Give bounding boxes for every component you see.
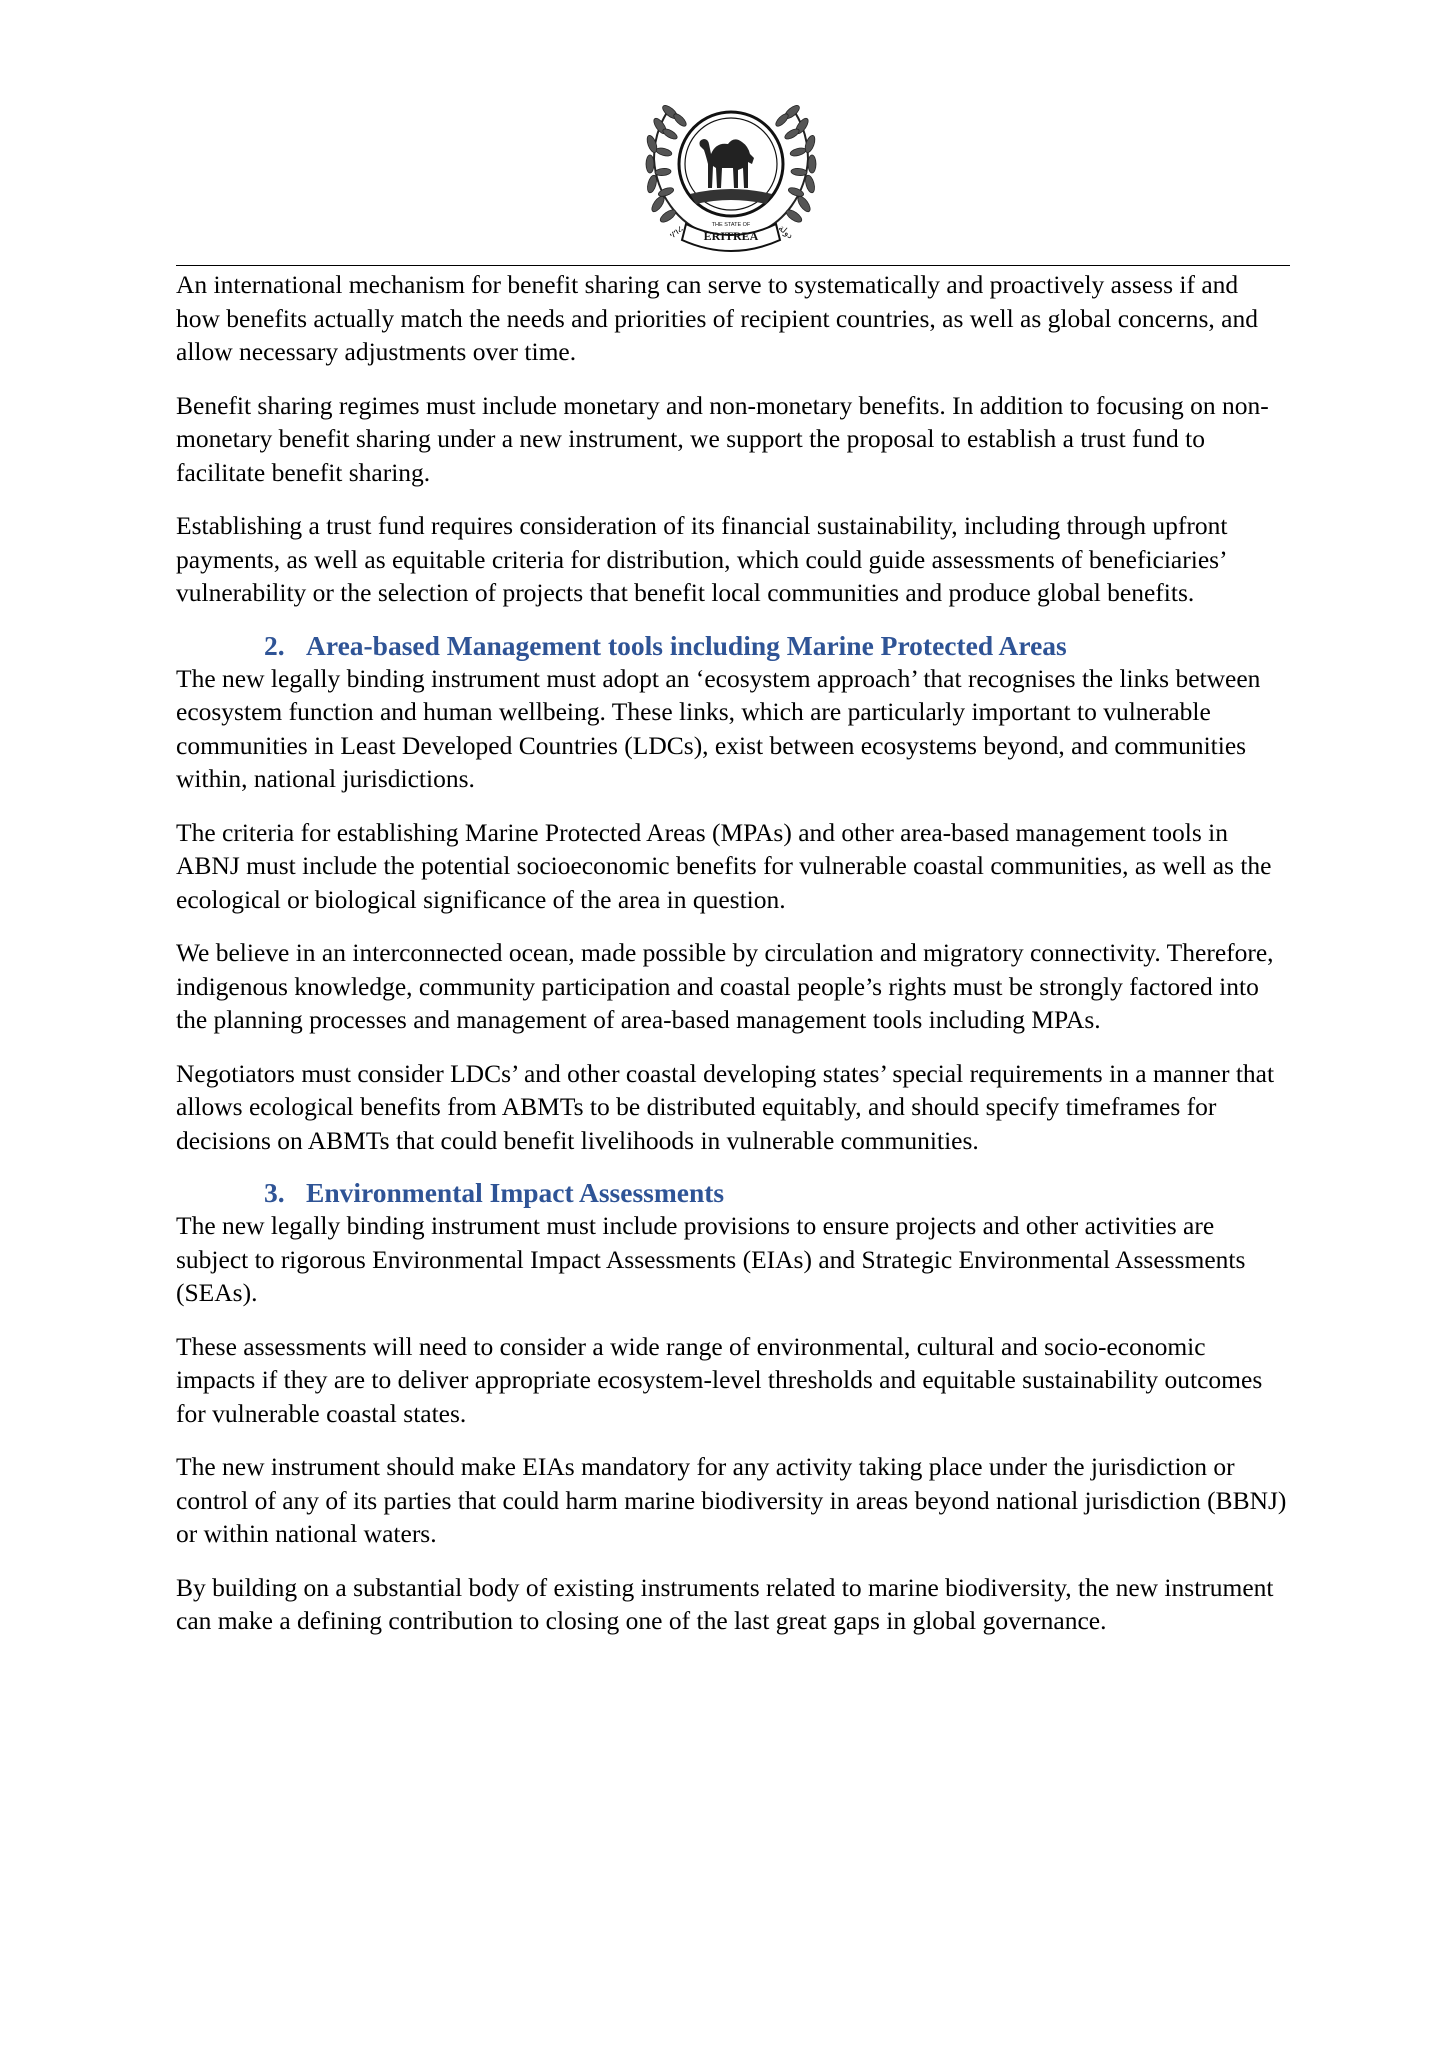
emblem-top-text: THE STATE OF xyxy=(711,222,751,228)
emblem-left-script: ሃገረ xyxy=(668,224,686,241)
paragraph: These assessments will need to consider a wide range of environmental, cultural and socio-economic impacts if they are to deliver appropriate ecosystem-level thresholds and equitable sustainability outcomes for vulnerable coastal states. xyxy=(176,1331,1263,1428)
paragraph: An international mechanism for benefit sharing can serve to systematically and proactively assess if and how benefits actually match the needs and priorities of recipient countries, as well as global concerns, and allow necessary adjustments over time. xyxy=(176,270,1258,366)
paragraph: The criteria for establishing Marine Protected Areas (MPAs) and other area-based management tools in ABNJ must include the potential socioeconomic benefits for vulnerable coastal communities, as well as the ecological or biological significance of the area in question. xyxy=(176,817,1272,914)
section-heading xyxy=(176,630,1288,662)
section-number: 2. xyxy=(264,629,285,661)
section-number: 3. xyxy=(264,1177,285,1208)
paragraph: The new legally binding instrument must adopt an ‘ecosystem approach’ that recognises the links between ecosystem function and human wellbeing. These links, which are particularly important to vulnerable communities in Least Developed Countries (LDCs), exist between ecosystems beyond, and communities within, national jurisdictions. xyxy=(176,663,1261,793)
paragraph: Establishing a trust fund requires consideration of its financial sustainability, including through upfront payments, as well as equitable criteria for distribution, which could guide assessments of beneficiaries’ vulnerability or the selection of projects that benefit local communities and produce global benefits. xyxy=(176,511,1228,607)
paragraph: We believe in an interconnected ocean, made possible by circulation and migratory connectivity. Therefore, indigenous knowledge, community participation and coastal people’s rights must be strongly factored into the planning processes and management of area-based management tools including MPAs. xyxy=(176,938,1274,1034)
document-body xyxy=(176,268,1288,1658)
header-rule xyxy=(176,265,1290,266)
paragraph: Benefit sharing regimes must include monetary and non-monetary benefits. In addition to focusing on non-monetary benefit sharing under a new instrument, we support the proposal to establish a trust fund to facilitate benefit sharing. xyxy=(176,390,1269,487)
emblem-name: ERITREA xyxy=(703,229,759,243)
section-heading xyxy=(176,1177,1288,1209)
section-title: Area-based Management tools including Marine Protected Areas xyxy=(306,629,1067,661)
eritrea-emblem xyxy=(638,84,824,262)
emblem-right-script: دولة xyxy=(775,223,795,242)
paragraph: The new instrument should make EIAs mandatory for any activity taking place under the jurisdiction or control of any of its parties that could harm marine biodiversity in areas beyond national jurisdiction (BBNJ) or within national waters. xyxy=(176,1452,1287,1548)
paragraph: Negotiators must consider LDCs’ and other coastal developing states’ special requirements in a manner that allows ecological benefits from ABMTs to be distributed equitably, and should specify timeframes for decisions on ABMTs that could benefit livelihoods in vulnerable communities. xyxy=(176,1058,1275,1155)
paragraph: The new legally binding instrument must include provisions to ensure projects and other activities are subject to rigorous Environmental Impact Assessments (EIAs) and Strategic Environmental Assessments (SEAs). xyxy=(176,1211,1246,1307)
section-title: Environmental Impact Assessments xyxy=(306,1177,725,1208)
paragraph: By building on a substantial body of existing instruments related to marine biodiversity, the new instrument can make a defining contribution to closing one of the last great gaps in global governance. xyxy=(176,1572,1274,1635)
